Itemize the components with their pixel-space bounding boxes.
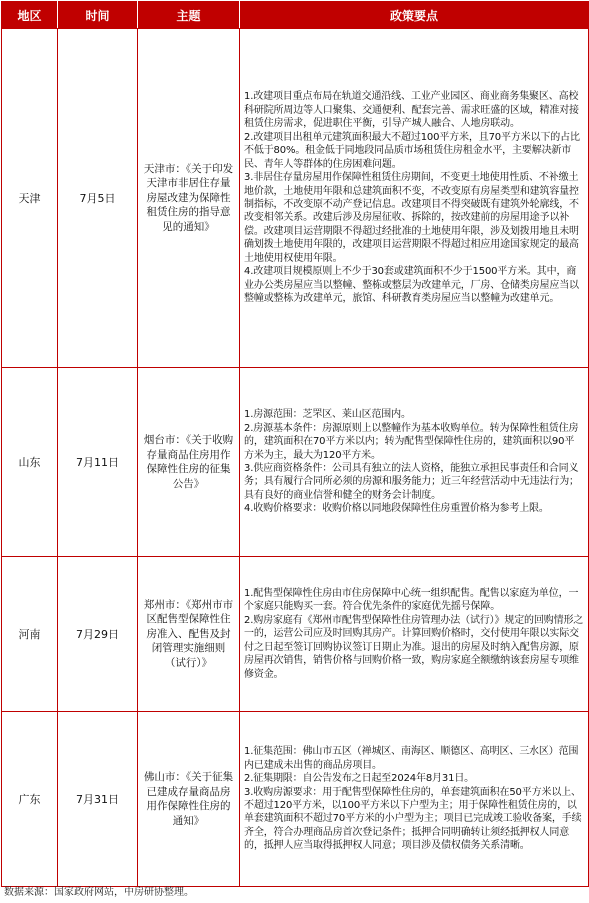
region-cell: 天津	[2, 29, 58, 368]
policy-point: 4.收购价格要求：收购价格以同地段保障性住房重置价格为参考上限。	[244, 503, 549, 515]
table-row	[2, 29, 589, 368]
header-points: 政策要点	[240, 2, 589, 29]
title-cell: 烟台市：《关于收购存量商品住房用作保障性住房的征集公告》	[138, 368, 240, 557]
title-cell: 佛山市：《关于征集已建成存量商品房用作保障性住房的通知》	[138, 712, 240, 887]
header-region: 地区	[2, 2, 58, 29]
points-cell	[240, 557, 589, 712]
date-cell: 7月5日	[58, 29, 138, 368]
policy-point: 1.征集范围：佛山市五区（禅城区、南海区、顺德区、高明区、三水区）范围内已建成未出售的商品房项目。	[244, 746, 579, 771]
policy-point: 3.非居住存量房屋用作保障性租赁住房期间，不变更土地使用性质、不补缴土地价款，土地使用年限和总建筑面积不变，不改变原有房屋类型和建筑容量控制指标，不改变原不动产登记信息。改建项目不得突破既有建筑外轮廓线，不改变相邻关系。改建后涉及房屋征收、拆除的，按改建前的房屋用途予以补偿。改建项目运营期限不得超过经批准的土地使用年限，涉及划拨用地且未明确划拨土地使用年限的，改建项目运营期限不得超过相应用途国家规定的最高土地使用权使用年限。	[244, 172, 579, 264]
points-cell	[240, 29, 589, 368]
table-row	[2, 712, 589, 887]
title-cell: 天津市：《关于印发天津市非居住存量房屋改建为保障性租赁住房的指导意见的通知》	[138, 29, 240, 368]
date-cell: 7月11日	[58, 368, 138, 557]
region-cell: 广东	[2, 712, 58, 887]
table-row	[2, 557, 589, 712]
policy-table	[1, 1, 589, 887]
date-cell: 7月29日	[58, 557, 138, 712]
policy-point: 2.房源基本条件：房源原则上以整幢作为基本收购单位。转为保障性租赁住房的，建筑面积在70平方米以内；转为配售型保障性住房的，建筑面积以90平方米为主，最大为120平方米。	[244, 422, 579, 461]
title-cell: 郑州市：《郑州市市区配售型保障性住房准入、配售及封闭管理实施细则（试行）》	[138, 557, 240, 712]
policy-point: 1.改建项目重点布局在轨道交通沿线、工业产业园区、商业商务集聚区、高校科研院所周边等人口聚集、交通便利、配套完善、需求旺盛的区域，精准对接租赁住房需求，促进职住平衡，引导产城人融合、人地房联动。	[244, 91, 579, 130]
header-date: 时间	[58, 2, 138, 29]
region-cell: 山东	[2, 368, 58, 557]
data-source-note: 数据来源：国家政府网站，中房研协整理。	[4, 887, 194, 898]
points-cell	[240, 368, 589, 557]
policy-point: 2.购房家庭有《郑州市配售型保障性住房管理办法（试行）》规定的回购情形之一的，运营公司应及时回购其房产。计算回购价格时，交付使用年限以实际交付之日起至签订回购协议签订日期止为准。退出的房屋及时纳入配售房源，原房屋再次销售，销售价格与回购价格一致，购房家庭全额缴纳该套房屋专项维修资金。	[244, 614, 584, 680]
policy-point: 2.改建项目出租单元建筑面积最大不超过100平方米，且70平方米以下的占比不低于80%。租金低于同地段同品质市场租赁住房租金水平，主要解决新市民、青年人等群体的住房困难问题。	[244, 131, 580, 170]
points-cell	[240, 712, 589, 887]
policy-table-wrap	[1, 1, 588, 887]
policy-point: 4.改建项目规模原则上不少于30套或建筑面积不少于1500平方米。其中，商业办公类房屋应当以整幢、整栋或整层为改建单元，厂房、仓储类房屋应当以整幢或整栋为改建单元，旅馆、科研教育类房屋应当以整幢为改建单元。	[244, 266, 579, 305]
region-cell: 河南	[2, 557, 58, 712]
policy-point: 3.供应商资格条件：公司具有独立的法人资格，能独立承担民事责任和合同义务；具有履行合同所必须的房源和服务能力；近三年经营活动中无违法行为；具有良好的商业信誉和健全的财务会计制度。	[244, 463, 579, 501]
policy-point: 1.配售型保障性住房由市住房保障中心统一组织配售。配售以家庭为单位，一个家庭只能购买一套。符合优先条件的家庭优先摇号保障。	[244, 587, 579, 613]
policy-point: 3.收购房源要求：用于配售型保障性住房的，单套建筑面积在50平方米以上、不超过120平方米，以100平方米以下户型为主；用于保障性租赁住房的，以单套建筑面积不超过70平方米的小户型为主；项目已完成竣工验收备案，手续齐全，符合办理商品房首次登记条件；抵押合同明确转让须经抵押权人同意的，抵押人应当取得抵押权人同意；项目涉及债权债务关系清晰。	[244, 786, 582, 852]
table-row	[2, 368, 589, 557]
header-title: 主题	[138, 2, 240, 29]
table-header-row	[2, 2, 589, 29]
policy-point: 2.征集期限：自公告发布之日起至2024年8月31日。	[244, 773, 475, 785]
date-cell: 7月31日	[58, 712, 138, 887]
policy-point: 1.房源范围：芝罘区、莱山区范围内。	[244, 409, 411, 421]
